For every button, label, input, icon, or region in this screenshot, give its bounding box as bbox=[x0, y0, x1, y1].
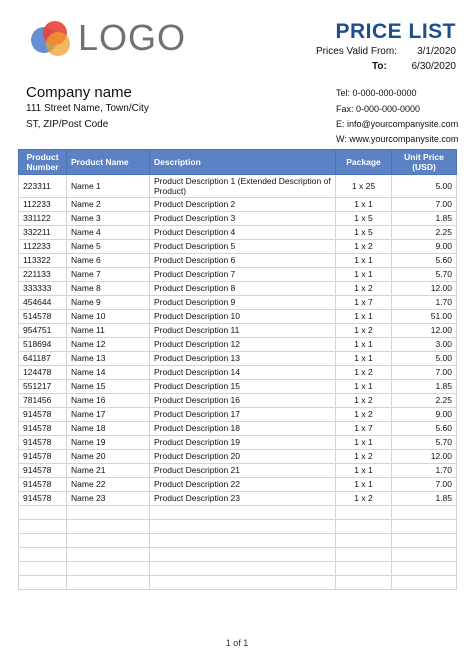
address-line-2: ST, ZIP/Post Code bbox=[26, 119, 109, 130]
unit-price-cell: 5.60 bbox=[392, 254, 457, 268]
product-name-cell: Name 18 bbox=[67, 422, 150, 436]
unit-price-cell: 5.60 bbox=[392, 422, 457, 436]
description-cell: Product Description 9 bbox=[150, 296, 336, 310]
package-cell: 1 x 7 bbox=[336, 296, 392, 310]
table-row bbox=[19, 268, 457, 282]
company-name: Company name bbox=[26, 84, 132, 101]
package-cell: 1 x 1 bbox=[336, 380, 392, 394]
empty-row bbox=[19, 520, 457, 534]
unit-price-cell: 3.00 bbox=[392, 338, 457, 352]
table-row bbox=[19, 450, 457, 464]
package-cell: 1 x 1 bbox=[336, 352, 392, 366]
package-cell: 1 x 1 bbox=[336, 478, 392, 492]
product-number-cell: 914578 bbox=[19, 478, 67, 492]
package-cell: 1 x 7 bbox=[336, 422, 392, 436]
table-row bbox=[19, 226, 457, 240]
product-number-cell: 124478 bbox=[19, 366, 67, 380]
unit-price-cell: 7.00 bbox=[392, 478, 457, 492]
table-row bbox=[19, 254, 457, 268]
price-table bbox=[18, 149, 457, 590]
product-name-cell: Name 22 bbox=[67, 478, 150, 492]
empty-cell bbox=[392, 562, 457, 576]
table-row bbox=[19, 212, 457, 226]
description-cell: Product Description 18 bbox=[150, 422, 336, 436]
product-name-cell: Name 3 bbox=[67, 212, 150, 226]
table-row bbox=[19, 478, 457, 492]
product-number-cell: 914578 bbox=[19, 422, 67, 436]
empty-cell bbox=[150, 548, 336, 562]
product-name-cell: Name 1 bbox=[67, 175, 150, 198]
header-package: Package bbox=[336, 150, 392, 175]
header-product-number: Product Number bbox=[19, 150, 67, 175]
empty-cell bbox=[336, 548, 392, 562]
table-row bbox=[19, 282, 457, 296]
contact-tel: Tel: 0-000-000-0000 bbox=[336, 88, 417, 98]
empty-cell bbox=[392, 576, 457, 590]
description-cell: Product Description 17 bbox=[150, 408, 336, 422]
product-name-cell: Name 10 bbox=[67, 310, 150, 324]
product-number-cell: 333333 bbox=[19, 282, 67, 296]
empty-cell bbox=[19, 520, 67, 534]
product-name-cell: Name 5 bbox=[67, 240, 150, 254]
product-number-cell: 221133 bbox=[19, 268, 67, 282]
product-number-cell: 332211 bbox=[19, 226, 67, 240]
package-cell: 1 x 2 bbox=[336, 408, 392, 422]
empty-cell bbox=[336, 520, 392, 534]
description-cell: Product Description 2 bbox=[150, 198, 336, 212]
table-header-row bbox=[19, 150, 457, 175]
unit-price-cell: 5.00 bbox=[392, 352, 457, 366]
header-unit-price: Unit Price (USD) bbox=[392, 150, 457, 175]
unit-price-cell: 9.00 bbox=[392, 240, 457, 254]
product-number-cell: 113322 bbox=[19, 254, 67, 268]
description-cell: Product Description 8 bbox=[150, 282, 336, 296]
table-row bbox=[19, 422, 457, 436]
description-cell: Product Description 6 bbox=[150, 254, 336, 268]
empty-cell bbox=[67, 534, 150, 548]
table-row bbox=[19, 436, 457, 450]
unit-price-cell: 9.00 bbox=[392, 408, 457, 422]
page-number: 1 of 1 bbox=[225, 638, 249, 648]
unit-price-cell: 1.85 bbox=[392, 212, 457, 226]
empty-cell bbox=[150, 562, 336, 576]
logo-text: LOGO bbox=[78, 17, 187, 58]
package-cell: 1 x 1 bbox=[336, 268, 392, 282]
header-description: Description bbox=[150, 150, 336, 175]
description-cell: Product Description 15 bbox=[150, 380, 336, 394]
product-number-cell: 331122 bbox=[19, 212, 67, 226]
product-number-cell: 112233 bbox=[19, 198, 67, 212]
product-name-cell: Name 13 bbox=[67, 352, 150, 366]
product-name-cell: Name 20 bbox=[67, 450, 150, 464]
valid-from-value: 3/1/2020 bbox=[417, 46, 456, 57]
product-number-cell: 914578 bbox=[19, 408, 67, 422]
empty-cell bbox=[150, 534, 336, 548]
unit-price-cell: 1.70 bbox=[392, 464, 457, 478]
product-number-cell: 914578 bbox=[19, 464, 67, 478]
description-cell: Product Description 10 bbox=[150, 310, 336, 324]
description-cell: Product Description 5 bbox=[150, 240, 336, 254]
empty-cell bbox=[67, 562, 150, 576]
package-cell: 1 x 2 bbox=[336, 450, 392, 464]
table-row bbox=[19, 492, 457, 506]
product-name-cell: Name 9 bbox=[67, 296, 150, 310]
empty-cell bbox=[336, 576, 392, 590]
table-row bbox=[19, 198, 457, 212]
contact-email: E: info@yourcompanysite.com bbox=[336, 119, 459, 129]
empty-cell bbox=[67, 520, 150, 534]
table-row bbox=[19, 394, 457, 408]
empty-cell bbox=[150, 576, 336, 590]
product-number-cell: 914578 bbox=[19, 492, 67, 506]
package-cell: 1 x 2 bbox=[336, 394, 392, 408]
table-row bbox=[19, 324, 457, 338]
product-name-cell: Name 6 bbox=[67, 254, 150, 268]
unit-price-cell: 5.70 bbox=[392, 436, 457, 450]
package-cell: 1 x 2 bbox=[336, 366, 392, 380]
empty-cell bbox=[19, 562, 67, 576]
unit-price-cell: 2.25 bbox=[392, 226, 457, 240]
description-cell: Product Description 12 bbox=[150, 338, 336, 352]
empty-row bbox=[19, 506, 457, 520]
table-row bbox=[19, 464, 457, 478]
package-cell: 1 x 2 bbox=[336, 282, 392, 296]
product-number-cell: 641187 bbox=[19, 352, 67, 366]
product-number-cell: 551217 bbox=[19, 380, 67, 394]
empty-cell bbox=[19, 506, 67, 520]
address-line-1: 111 Street Name, Town/City bbox=[26, 103, 149, 114]
unit-price-cell: 1.85 bbox=[392, 380, 457, 394]
product-name-cell: Name 8 bbox=[67, 282, 150, 296]
package-cell: 1 x 1 bbox=[336, 436, 392, 450]
product-number-cell: 781456 bbox=[19, 394, 67, 408]
unit-price-cell: 2.25 bbox=[392, 394, 457, 408]
empty-cell bbox=[392, 506, 457, 520]
empty-cell bbox=[150, 520, 336, 534]
description-cell: Product Description 21 bbox=[150, 464, 336, 478]
product-name-cell: Name 7 bbox=[67, 268, 150, 282]
page-title: PRICE LIST bbox=[335, 20, 456, 43]
product-name-cell: Name 23 bbox=[67, 492, 150, 506]
empty-row bbox=[19, 548, 457, 562]
product-number-cell: 914578 bbox=[19, 436, 67, 450]
description-cell: Product Description 1 (Extended Description of Product) bbox=[150, 175, 336, 198]
product-name-cell: Name 16 bbox=[67, 394, 150, 408]
product-number-cell: 454644 bbox=[19, 296, 67, 310]
package-cell: 1 x 1 bbox=[336, 310, 392, 324]
valid-to-label: To: bbox=[372, 61, 387, 72]
package-cell: 1 x 2 bbox=[336, 240, 392, 254]
table-row bbox=[19, 175, 457, 198]
table-row bbox=[19, 310, 457, 324]
unit-price-cell: 5.70 bbox=[392, 268, 457, 282]
empty-cell bbox=[67, 576, 150, 590]
package-cell: 1 x 2 bbox=[336, 492, 392, 506]
unit-price-cell: 12.00 bbox=[392, 282, 457, 296]
package-cell: 1 x 5 bbox=[336, 226, 392, 240]
product-name-cell: Name 4 bbox=[67, 226, 150, 240]
empty-cell bbox=[392, 534, 457, 548]
product-name-cell: Name 19 bbox=[67, 436, 150, 450]
description-cell: Product Description 3 bbox=[150, 212, 336, 226]
package-cell: 1 x 1 bbox=[336, 254, 392, 268]
product-number-cell: 914578 bbox=[19, 450, 67, 464]
product-name-cell: Name 12 bbox=[67, 338, 150, 352]
unit-price-cell: 7.00 bbox=[392, 366, 457, 380]
product-name-cell: Name 11 bbox=[67, 324, 150, 338]
header-product-name: Product Name bbox=[67, 150, 150, 175]
unit-price-cell: 12.00 bbox=[392, 324, 457, 338]
table-row bbox=[19, 296, 457, 310]
empty-cell bbox=[392, 548, 457, 562]
contact-fax: Fax: 0-000-000-0000 bbox=[336, 104, 421, 114]
description-cell: Product Description 23 bbox=[150, 492, 336, 506]
description-cell: Product Description 19 bbox=[150, 436, 336, 450]
unit-price-cell: 7.00 bbox=[392, 198, 457, 212]
empty-cell bbox=[150, 506, 336, 520]
description-cell: Product Description 7 bbox=[150, 268, 336, 282]
product-name-cell: Name 21 bbox=[67, 464, 150, 478]
empty-row bbox=[19, 562, 457, 576]
table-row bbox=[19, 352, 457, 366]
description-cell: Product Description 16 bbox=[150, 394, 336, 408]
unit-price-cell: 5.00 bbox=[392, 175, 457, 198]
product-number-cell: 223311 bbox=[19, 175, 67, 198]
description-cell: Product Description 4 bbox=[150, 226, 336, 240]
package-cell: 1 x 5 bbox=[336, 212, 392, 226]
description-cell: Product Description 20 bbox=[150, 450, 336, 464]
empty-cell bbox=[336, 534, 392, 548]
table-row bbox=[19, 380, 457, 394]
empty-cell bbox=[336, 562, 392, 576]
empty-cell bbox=[392, 520, 457, 534]
product-name-cell: Name 2 bbox=[67, 198, 150, 212]
package-cell: 1 x 25 bbox=[336, 175, 392, 198]
empty-row bbox=[19, 576, 457, 590]
description-cell: Product Description 11 bbox=[150, 324, 336, 338]
table-row bbox=[19, 408, 457, 422]
package-cell: 1 x 1 bbox=[336, 338, 392, 352]
valid-from-label: Prices Valid From: bbox=[316, 46, 397, 57]
unit-price-cell: 51.00 bbox=[392, 310, 457, 324]
description-cell: Product Description 22 bbox=[150, 478, 336, 492]
product-name-cell: Name 17 bbox=[67, 408, 150, 422]
empty-cell bbox=[67, 548, 150, 562]
table-row bbox=[19, 240, 457, 254]
product-number-cell: 518694 bbox=[19, 338, 67, 352]
package-cell: 1 x 1 bbox=[336, 198, 392, 212]
empty-cell bbox=[19, 576, 67, 590]
table-row bbox=[19, 338, 457, 352]
empty-row bbox=[19, 534, 457, 548]
empty-cell bbox=[336, 506, 392, 520]
unit-price-cell: 12.00 bbox=[392, 450, 457, 464]
product-name-cell: Name 15 bbox=[67, 380, 150, 394]
package-cell: 1 x 1 bbox=[336, 464, 392, 478]
empty-cell bbox=[67, 506, 150, 520]
product-name-cell: Name 14 bbox=[67, 366, 150, 380]
product-number-cell: 514578 bbox=[19, 310, 67, 324]
empty-cell bbox=[19, 534, 67, 548]
unit-price-cell: 1.70 bbox=[392, 296, 457, 310]
product-number-cell: 112233 bbox=[19, 240, 67, 254]
valid-to-value: 6/30/2020 bbox=[411, 61, 456, 72]
table-row bbox=[19, 366, 457, 380]
empty-cell bbox=[19, 548, 67, 562]
package-cell: 1 x 2 bbox=[336, 324, 392, 338]
description-cell: Product Description 13 bbox=[150, 352, 336, 366]
description-cell: Product Description 14 bbox=[150, 366, 336, 380]
unit-price-cell: 1.85 bbox=[392, 492, 457, 506]
product-number-cell: 954751 bbox=[19, 324, 67, 338]
contact-web: W: www.yourcompanysite.com bbox=[336, 134, 459, 144]
